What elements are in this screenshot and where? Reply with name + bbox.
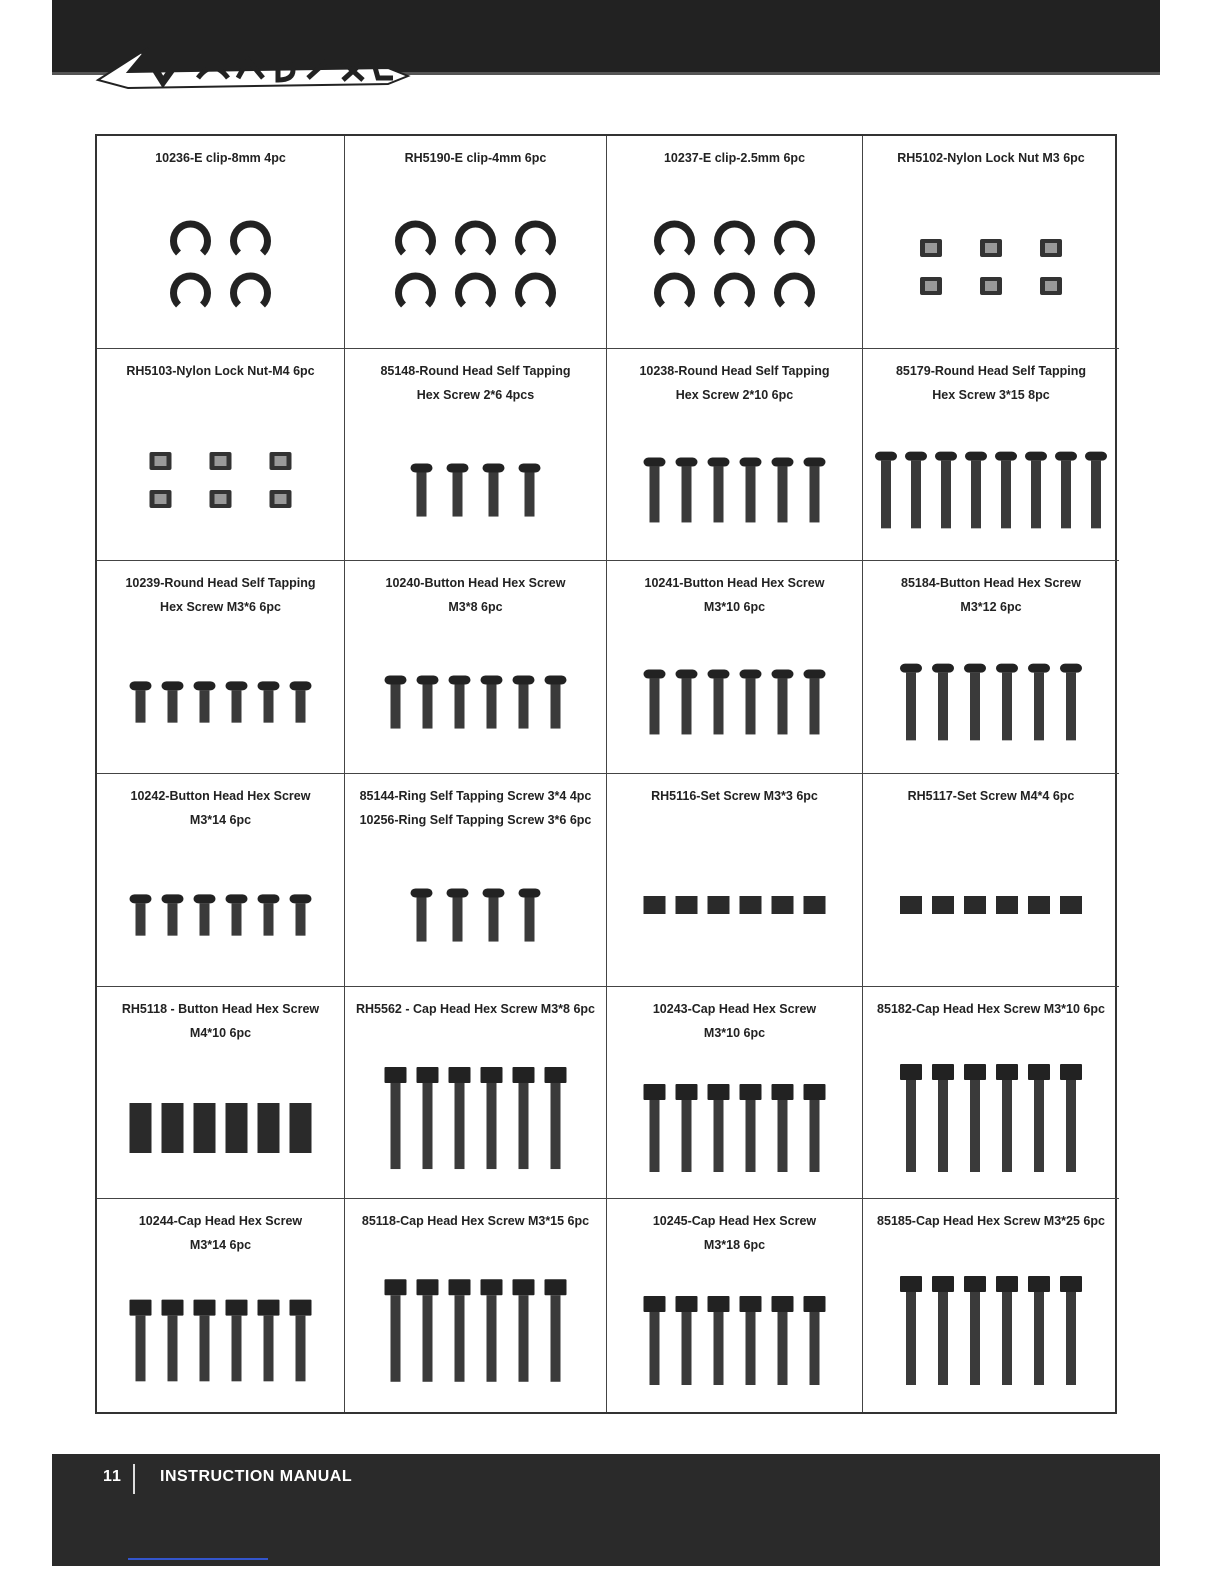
setscrew-icon <box>740 896 762 914</box>
part-cell <box>97 136 345 349</box>
screw-icons <box>345 349 606 561</box>
capscrew-icon <box>513 1067 535 1169</box>
capscrew-icon <box>708 1296 730 1385</box>
capscrew-icon <box>900 1276 922 1385</box>
screw-icons <box>607 349 862 561</box>
part-label-line: M3*18 6pc <box>703 1238 766 1253</box>
setscrew-icon <box>900 896 922 914</box>
part-label-line: M3*10 6pc <box>703 600 766 615</box>
screw-icon <box>162 894 184 935</box>
capscrew-icon <box>932 1064 954 1172</box>
capscrew-icon <box>676 1084 698 1172</box>
screw-icon <box>417 676 439 729</box>
capscrew-icon <box>481 1067 503 1169</box>
part-label-line: 85179-Round Head Self Tapping <box>895 363 1087 378</box>
eclip-icon <box>778 224 812 253</box>
capscrew-icon <box>162 1300 184 1382</box>
part-label-line: RH5190-E clip-4mm 6pc <box>404 151 547 165</box>
capscrew-icon <box>772 1296 794 1385</box>
part-cell <box>345 136 607 349</box>
eclip-icon <box>174 224 208 253</box>
capscrew-icon <box>258 1300 280 1382</box>
screw-icon <box>900 664 922 741</box>
part-cell <box>607 774 863 987</box>
setscrew-icon <box>130 1103 152 1153</box>
part-label-line: 10238-Round Head Self Tapping <box>639 363 830 378</box>
setscrew-icon <box>290 1103 312 1153</box>
nut-icon <box>1040 239 1062 257</box>
nut-icons <box>863 136 1119 348</box>
part-label-line: M3*8 6pc <box>448 600 503 615</box>
nut-icon <box>270 490 292 508</box>
eclip-icon <box>459 276 493 305</box>
eclip-icon <box>718 224 752 253</box>
bottom-link-line <box>128 1558 268 1560</box>
screw-icon <box>447 888 469 941</box>
screw-icon <box>804 457 826 522</box>
screw-icon <box>519 463 541 516</box>
part-cell <box>863 987 1119 1200</box>
screw-icon <box>1025 451 1047 528</box>
screw-icon <box>740 670 762 735</box>
screw-icon <box>481 676 503 729</box>
part-label-line: RH5562 - Cap Head Hex Screw M3*8 6pc <box>356 1001 595 1016</box>
part-label-line: M3*14 6pc <box>189 1238 252 1253</box>
screw-icon <box>964 664 986 741</box>
screw-icon <box>447 463 469 516</box>
screw-icon <box>519 888 541 941</box>
eclip-icon <box>399 224 433 253</box>
part-cell <box>607 987 863 1200</box>
eclip-icon <box>174 276 208 305</box>
capscrew-icons <box>345 1199 606 1412</box>
capscrew-icon <box>996 1064 1018 1172</box>
part-label-line: RH5117-Set Screw M4*4 6pc <box>907 789 1075 803</box>
capscrew-icon <box>708 1084 730 1172</box>
screw-icon <box>995 451 1017 528</box>
capscrew-icon <box>449 1280 471 1383</box>
part-cell <box>97 774 345 987</box>
screw-icon <box>226 682 248 723</box>
part-label-line: 85184-Button Head Hex Screw <box>901 576 1081 591</box>
part-label-line: 10240-Button Head Hex Screw <box>385 576 566 591</box>
capscrew-icon <box>385 1280 407 1383</box>
screw-icon <box>449 676 471 729</box>
screw-icon <box>411 463 433 516</box>
capscrew-icon <box>676 1296 698 1385</box>
brand-logo <box>88 38 418 98</box>
screw-icon <box>194 894 216 935</box>
part-cell <box>97 561 345 774</box>
parts-grid <box>95 134 1117 1414</box>
capscrew-icons <box>607 1199 862 1412</box>
eclip-icon <box>718 276 752 305</box>
part-label-line: M4*10 6pc <box>189 1025 252 1040</box>
nut-icon <box>920 239 942 257</box>
screw-icon <box>676 670 698 735</box>
capscrew-icon <box>900 1064 922 1172</box>
part-cell <box>97 987 345 1200</box>
nut-icon <box>210 490 232 508</box>
part-label-line: RH5103-Nylon Lock Nut-M4 6pc <box>126 363 315 378</box>
screw-icon <box>1055 451 1077 528</box>
screw-icons <box>97 774 344 986</box>
nut-icon <box>270 452 292 470</box>
screw-icon <box>483 888 505 941</box>
part-cell <box>607 349 863 562</box>
part-label-line: M3*10 6pc <box>703 1025 766 1040</box>
part-label-line: 10245-Cap Head Hex Screw <box>652 1214 817 1229</box>
setscrew-icon <box>258 1103 280 1153</box>
setscrew-icon <box>644 896 666 914</box>
nut-icon <box>980 277 1002 295</box>
part-label-line: 85185-Cap Head Hex Screw M3*25 6pc <box>877 1214 1105 1229</box>
screw-icons <box>97 561 344 773</box>
eclip-icons <box>97 136 344 348</box>
capscrew-icon <box>194 1300 216 1382</box>
capscrew-icon <box>932 1276 954 1385</box>
page-number: 11 <box>103 1468 122 1485</box>
part-cell <box>863 561 1119 774</box>
screw-icon <box>676 457 698 522</box>
screw-icons <box>345 774 606 986</box>
screw-icon <box>708 457 730 522</box>
part-cell <box>345 349 607 562</box>
screw-icon <box>1028 664 1050 741</box>
part-label-line: 10236-E clip-8mm 4pc <box>155 151 286 165</box>
screw-icon <box>385 676 407 729</box>
part-cell <box>97 1199 345 1412</box>
manual-title: INSTRUCTION MANUAL <box>160 1468 353 1485</box>
screw-icon <box>965 451 987 528</box>
screw-icon <box>290 894 312 935</box>
part-cell <box>607 1199 863 1412</box>
setscrew-icon <box>162 1103 184 1153</box>
capscrew-icon <box>772 1084 794 1172</box>
eclip-icon <box>399 276 433 305</box>
screw-icon <box>290 682 312 723</box>
screw-icons <box>863 561 1119 773</box>
screw-icon <box>483 463 505 516</box>
capscrew-icon <box>644 1296 666 1385</box>
part-label-line: Hex Screw M3*6 6pc <box>160 600 281 615</box>
eclip-icon <box>519 276 553 305</box>
screw-icons <box>345 561 606 773</box>
part-label-line: 85144-Ring Self Tapping Screw 3*4 4pc <box>359 789 592 803</box>
part-label-line: 10243-Cap Head Hex Screw <box>652 1001 817 1016</box>
capscrew-icon <box>740 1296 762 1385</box>
screw-icon <box>644 670 666 735</box>
capscrew-icons <box>863 1199 1119 1412</box>
part-label-line: M3*12 6pc <box>960 600 1022 615</box>
footer-separator <box>133 1464 135 1494</box>
capscrew-icons <box>863 987 1119 1199</box>
capscrew-icon <box>481 1280 503 1383</box>
part-label-line: M3*14 6pc <box>189 813 252 827</box>
eclip-icon <box>658 224 692 253</box>
nut-icon <box>150 452 172 470</box>
capscrew-icon <box>545 1280 567 1383</box>
screw-icon <box>996 664 1018 741</box>
part-label-line: 10244-Cap Head Hex Screw <box>138 1214 303 1229</box>
setscrew-icon <box>996 896 1018 914</box>
part-label-line: RH5102-Nylon Lock Nut M3 6pc <box>897 151 1085 165</box>
capscrew-icon <box>1060 1276 1082 1385</box>
capscrew-icons <box>607 987 862 1199</box>
screw-icon <box>740 457 762 522</box>
part-label-line: 10242-Button Head Hex Screw <box>130 789 311 803</box>
screw-icon <box>905 451 927 528</box>
screw-icon <box>772 670 794 735</box>
part-label-line: 10237-E clip-2.5mm 6pc <box>663 151 806 165</box>
setscrew-icon <box>676 896 698 914</box>
part-label-line: 10256-Ring Self Tapping Screw 3*6 6pc <box>359 813 592 827</box>
nut-icon <box>980 239 1002 257</box>
part-cell <box>97 349 345 562</box>
setscrew-icons <box>863 774 1119 986</box>
capscrew-icon <box>1028 1064 1050 1172</box>
nut-icons <box>97 349 344 561</box>
capscrew-icons <box>97 1199 344 1412</box>
eclip-icons <box>607 136 862 348</box>
setscrew-icon <box>226 1103 248 1153</box>
part-label-line: 10241-Button Head Hex Screw <box>644 576 825 591</box>
part-label-line: RH5116-Set Screw M3*3 6pc <box>651 789 818 803</box>
capscrew-icon <box>545 1067 567 1169</box>
screw-icon <box>1060 664 1082 741</box>
part-cell <box>607 561 863 774</box>
eclip-icon <box>459 224 493 253</box>
part-cell <box>863 774 1119 987</box>
part-cell <box>863 1199 1119 1412</box>
screw-icon <box>130 682 152 723</box>
part-cell <box>863 349 1119 562</box>
capscrew-icon <box>449 1067 471 1169</box>
capscrew-icon <box>804 1084 826 1172</box>
capscrew-icon <box>804 1296 826 1385</box>
capscrew-icon <box>226 1300 248 1382</box>
screw-icon <box>1085 451 1107 528</box>
screw-icon <box>644 457 666 522</box>
screw-icon <box>935 451 957 528</box>
screw-icon <box>194 682 216 723</box>
eclip-icon <box>658 276 692 305</box>
screw-icon <box>804 670 826 735</box>
capscrew-icon <box>964 1064 986 1172</box>
screw-icons <box>607 561 862 773</box>
part-cell <box>345 561 607 774</box>
screw-icon <box>411 888 433 941</box>
screw-icon <box>162 682 184 723</box>
eclip-icon <box>519 224 553 253</box>
part-cell <box>607 136 863 349</box>
capscrew-icon <box>385 1067 407 1169</box>
setscrew-icon <box>1060 896 1082 914</box>
screw-icon <box>772 457 794 522</box>
capscrew-icon <box>417 1280 439 1383</box>
screw-icon <box>708 670 730 735</box>
nut-icon <box>210 452 232 470</box>
capscrew-icon <box>1060 1064 1082 1172</box>
screw-icon <box>875 451 897 528</box>
capscrew-icon <box>740 1084 762 1172</box>
capscrew-icon <box>1028 1276 1050 1385</box>
screw-icon <box>545 676 567 729</box>
screw-icon <box>258 682 280 723</box>
eclip-icon <box>778 276 812 305</box>
part-cell <box>863 136 1119 349</box>
capscrew-icon <box>130 1300 152 1382</box>
eclip-icon <box>234 224 268 253</box>
capscrew-icon <box>417 1067 439 1169</box>
eclip-icon <box>234 276 268 305</box>
part-label-line: 85148-Round Head Self Tapping <box>380 363 571 378</box>
setscrew-icons <box>607 774 862 986</box>
screw-icon <box>258 894 280 935</box>
setscrew-icons <box>97 987 344 1199</box>
screw-icons <box>863 349 1119 561</box>
setscrew-icon <box>772 896 794 914</box>
setscrew-icon <box>932 896 954 914</box>
screw-icon <box>932 664 954 741</box>
capscrew-icon <box>644 1084 666 1172</box>
part-label-line: 85182-Cap Head Hex Screw M3*10 6pc <box>877 1001 1105 1016</box>
part-label-line: RH5118 - Button Head Hex Screw <box>121 1001 320 1016</box>
eclip-icons <box>345 136 606 348</box>
part-cell <box>345 774 607 987</box>
capscrew-icon <box>996 1276 1018 1385</box>
setscrew-icon <box>964 896 986 914</box>
part-label-line: Hex Screw 3*15 8pc <box>932 387 1050 402</box>
part-label-line: 10239-Round Head Self Tapping <box>125 576 316 591</box>
screw-icon <box>513 676 535 729</box>
capscrew-icon <box>290 1300 312 1382</box>
part-label-line: Hex Screw 2*6 4pcs <box>416 387 535 402</box>
screw-icon <box>130 894 152 935</box>
capscrew-icons <box>345 987 606 1199</box>
part-label-line: Hex Screw 2*10 6pc <box>675 387 794 402</box>
nut-icon <box>920 277 942 295</box>
capscrew-icon <box>964 1276 986 1385</box>
setscrew-icon <box>194 1103 216 1153</box>
setscrew-icon <box>804 896 826 914</box>
setscrew-icon <box>1028 896 1050 914</box>
setscrew-icon <box>708 896 730 914</box>
capscrew-icon <box>513 1280 535 1383</box>
part-label-line: 85118-Cap Head Hex Screw M3*15 6pc <box>361 1214 590 1229</box>
screw-icon <box>226 894 248 935</box>
nut-icon <box>1040 277 1062 295</box>
nut-icon <box>150 490 172 508</box>
part-cell <box>345 987 607 1200</box>
part-cell <box>345 1199 607 1412</box>
